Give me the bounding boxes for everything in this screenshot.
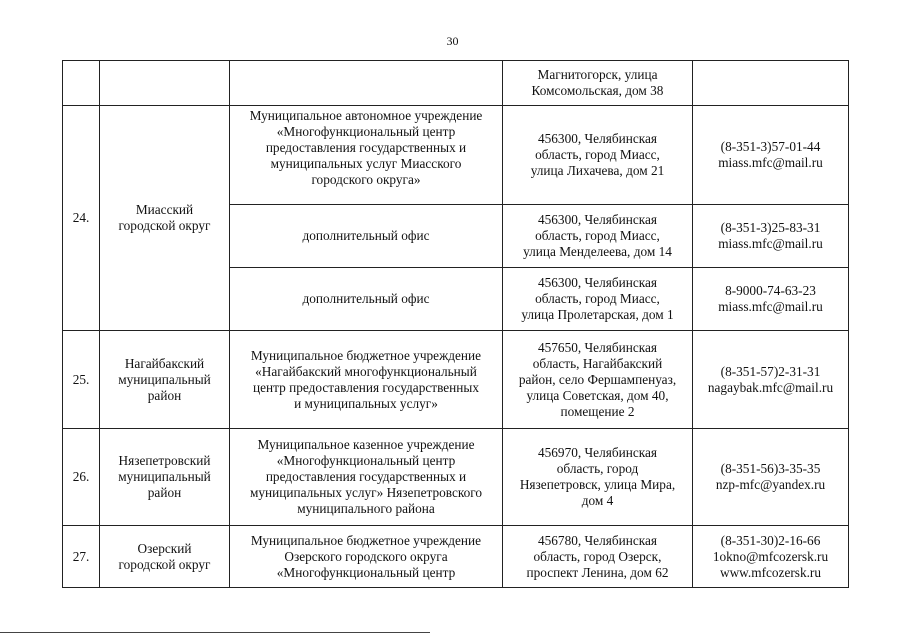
table-row (63, 331, 849, 429)
table-row (63, 106, 849, 205)
contacts-cell: 8-9000-74-63-23 miass.mfc@mail.ru (693, 268, 849, 331)
row-number: 26. (63, 429, 100, 526)
address-cell: Магнитогорск, улица Комсомольская, дом 38 (503, 61, 693, 106)
contacts-cell: (8-351-3)57-01-44 miass.mfc@mail.ru (693, 106, 849, 205)
organization-cell: дополнительный офис (230, 205, 503, 268)
mfc-offices-table (62, 60, 849, 588)
table-row (63, 526, 849, 588)
organization-cell: Муниципальное бюджетное учреждение Озерского городского округа «Многофункциональный центр (230, 526, 503, 588)
organization-cell (230, 61, 503, 106)
organization-cell: дополнительный офис (230, 268, 503, 331)
district-cell: Озерский городской округ (100, 526, 230, 588)
district-cell: Нагайбакский муниципальный район (100, 331, 230, 429)
row-number (63, 61, 100, 106)
organization-cell: Муниципальное бюджетное учреждение «Нагайбакский многофункциональный центр предоставления государственных и муниципальных услуг» (230, 331, 503, 429)
contacts-cell (693, 61, 849, 106)
footer-rule (0, 632, 430, 633)
address-cell: 456300, Челябинская область, город Миасс, улица Пролетарская, дом 1 (503, 268, 693, 331)
district-cell (100, 61, 230, 106)
organization-cell: Муниципальное автономное учреждение «Многофункциональный центр предоставления государственных и муниципальных услуг Миасского городского округа» (230, 106, 503, 205)
contacts-cell: (8-351-30)2-16-66 1okno@mfcozersk.ru www.mfcozersk.ru (693, 526, 849, 588)
contacts-cell: (8-351-56)3-35-35 nzp-mfc@yandex.ru (693, 429, 849, 526)
table-row (63, 429, 849, 526)
address-cell: 456780, Челябинская область, город Озерск, проспект Ленина, дом 62 (503, 526, 693, 588)
address-cell: 456300, Челябинская область, город Миасс, улица Лихачева, дом 21 (503, 106, 693, 205)
district-cell: Нязепетровский муниципальный район (100, 429, 230, 526)
address-cell: 456300, Челябинская область, город Миасс, улица Менделеева, дом 14 (503, 205, 693, 268)
row-number: 25. (63, 331, 100, 429)
address-cell: 457650, Челябинская область, Нагайбакский район, село Фершампенуаз, улица Советская, дом 40, помещение 2 (503, 331, 693, 429)
district-cell: Миасский городской округ (100, 106, 230, 331)
row-number: 27. (63, 526, 100, 588)
organization-cell: Муниципальное казенное учреждение «Многофункциональный центр предоставления государственных и муниципальных услуг» Нязепетровского муниципального района (230, 429, 503, 526)
address-cell: 456970, Челябинская область, город Нязепетровск, улица Мира, дом 4 (503, 429, 693, 526)
contacts-cell: (8-351-3)25-83-31 miass.mfc@mail.ru (693, 205, 849, 268)
row-number: 24. (63, 106, 100, 331)
page-number: 30 (446, 34, 459, 48)
contacts-cell: (8-351-57)2-31-31 nagaybak.mfc@mail.ru (693, 331, 849, 429)
table-row (63, 61, 849, 106)
